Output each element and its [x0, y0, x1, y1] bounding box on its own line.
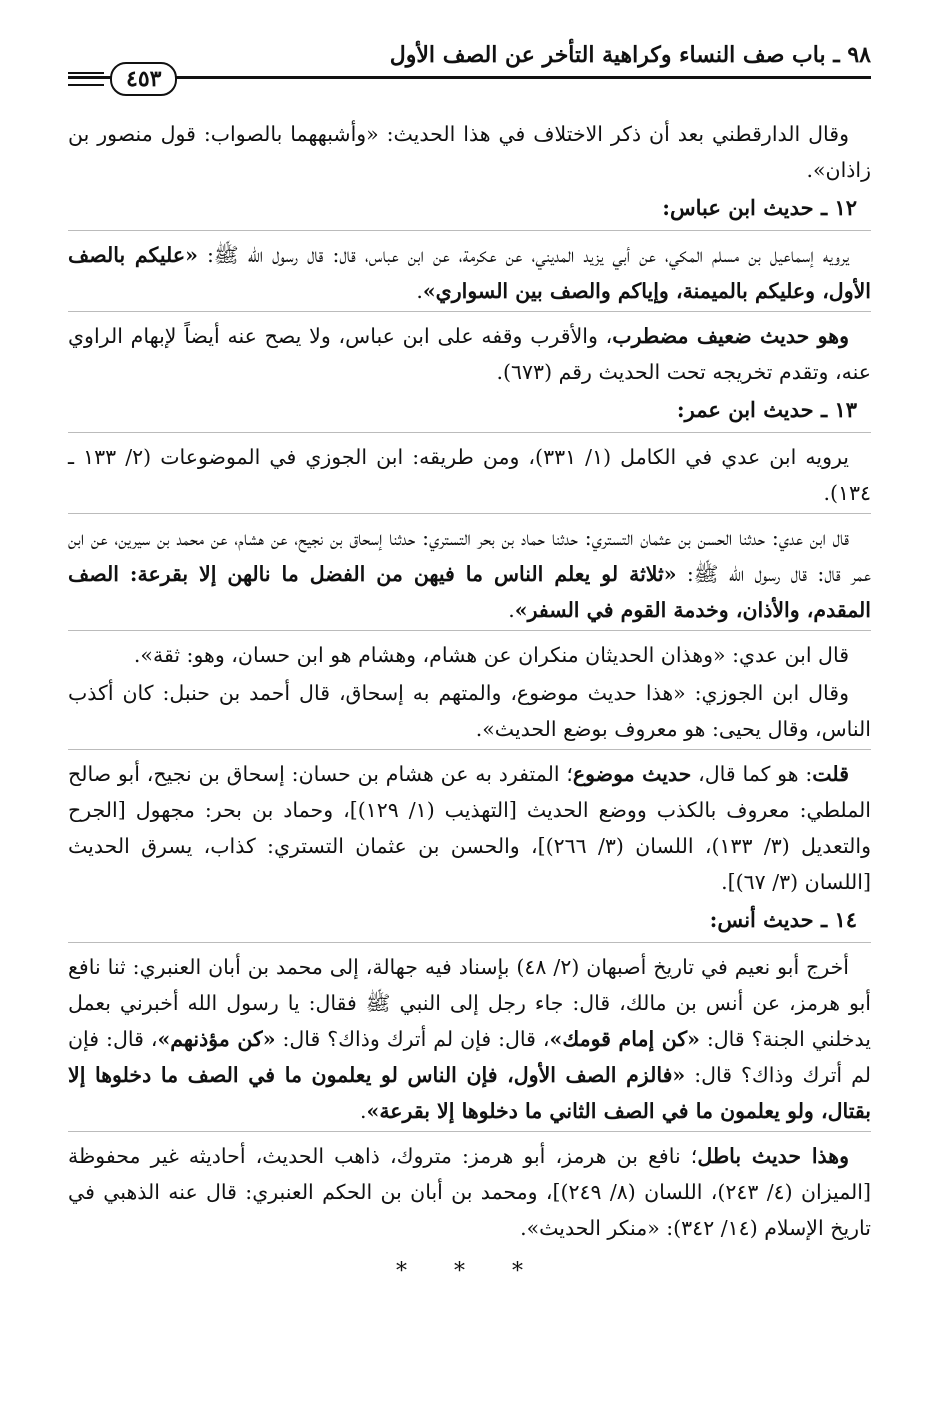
- paragraph-ibn-umar-source: يرويه ابن عدي في الكامل (١/ ٣٣١)، ومن طريقه: ابن الجوزي في الموضوعات (٢/ ١٣٣ ـ ١٣٤).: [68, 445, 871, 505]
- divider: [68, 1131, 871, 1132]
- book-page: [68, 38, 871, 1365]
- paragraph-author-note: قلت: هو كما قال، حديث موضوع؛ المتفرد به عن هشام بن حسان: إسحاق بن نجيح، أبو صالح الملطي: معروف بالكذب ووضع الحديث [التهذيب (١/ ١٢٩)]، وحماد بن بحر: مجهول [الجرح والتعديل (٣/ ١٣٣)، اللسان (٣/ ٢٦٦)]، والحسن بن عثمان التستري: كذاب، يسرق الحديث [اللسان (٣/ ٦٧)].: [68, 762, 871, 894]
- hadith-text: «عليكم بالصف الأول، وعليكم بالميمنة، وإياكم والصف بين السواري»: [68, 243, 871, 303]
- badge-ornament-lines: [68, 72, 104, 86]
- hadith-text: «ثلاثة لو يعلم الناس ما فيهن من الفضل ما نالهن إلا بقرعة: الصف المقدم، والأذان، وخدمة القوم في السفر»: [68, 562, 871, 622]
- divider: [68, 513, 871, 514]
- section-end-stars: * * *: [396, 1259, 543, 1284]
- heading-ibn-abbas: ١٢ ـ حديث ابن عباس:: [662, 195, 857, 220]
- chapter-title: ٩٨ ـ باب صف النساء وكراهية التأخر عن الصف الأول: [389, 42, 871, 68]
- paragraph-daraqutni: وقال الدارقطني بعد أن ذكر الاختلاف في هذا الحديث: «وأشبههما بالصواب: قول منصور بن زاذان».: [68, 122, 871, 182]
- paragraph-anas-ruling: وهذا حديث باطل؛ نافع بن هرمز، أبو هرمز: متروك، ذاهب الحديث، أحاديثه غير محفوظة [الميزان (٤/ ٢٤٣)، اللسان (٨/ ٢٤٩)]، ومحمد بن أبان بن الحكم العنبري: قال عنه الذهبي في تاريخ الإسلام (١٤/ ٣٤٢): «منكر الحديث».: [68, 1144, 871, 1240]
- page-number-badge: [68, 62, 177, 96]
- heading-anas: ١٤ ـ حديث أنس:: [709, 907, 857, 932]
- paragraph-ibn-umar-chain: قال ابن عدي: حدثنا الحسن بن عثمان التستري: حدثنا حماد بن بحر التستري: حدثنا إسحاق بن نجيح، عن هشام، عن محمد بن سيرين، عن ابن عمر قال: قال رسول الله ﷺ: «ثلاثة لو يعلم الناس ما فيهن من الفضل ما نالهن إلا بقرعة: الصف المقدم، والأذان، وخدمة القوم في السفر».: [68, 526, 871, 622]
- page-number: ٤٥٣: [110, 62, 177, 96]
- ruling-text: حديث موضوع: [572, 762, 692, 786]
- divider: [68, 432, 871, 433]
- hadith-text: «فالزم الصف الأول، فإن الناس لو يعلمون ما في الصف ما دخلوها إلا بقتال، ولو يعلمون ما في الصف الثاني ما دخلوها إلا بقرعة»: [68, 1063, 871, 1123]
- ruling-text: وهذا حديث باطل: [697, 1144, 849, 1168]
- divider: [68, 311, 871, 312]
- ruling-text: وهو حديث ضعيف مضطرب: [612, 324, 849, 348]
- paragraph-anas-chain: أخرج أبو نعيم في تاريخ أصبهان (٢/ ٤٨) بإسناد فيه جهالة، إلى محمد بن أبان العنبري: ثنا نافع أبو هرمز، عن أنس بن مالك، قال: جاء رجل إلى النبي ﷺ فقال: يا رسول الله أخبرني بعمل يدخلني الجنة؟ قال: «كن إمام قومك»، قال: فإن لم أترك وذاك؟ قال: «كن مؤذنهم»، قال: فإن لم أترك وذاك؟ قال: «فالزم الصف الأول، فإن الناس لو يعلمون ما في الصف ما دخلوها إلا بقتال، ولو يعلمون ما في الصف الثاني ما دخلوها إلا بقرعة».: [68, 955, 872, 1123]
- divider: [68, 230, 871, 231]
- paragraph-ibn-abbas-chain: يرويه إسماعيل بن مسلم المكي، عن أبي يزيد المديني، عن عكرمة، عن ابن عباس، قال: قال رسول الله ﷺ: «عليكم بالصف الأول، وعليكم بالميمنة، وإياكم والصف بين السواري».: [68, 243, 871, 303]
- page-body: [68, 116, 871, 1290]
- divider: [68, 630, 871, 631]
- paragraph-ibn-adi: قال ابن عدي: «وهذان الحديثان منكران عن هشام، وهشام هو ابن حسان، وهو: ثقة».: [133, 643, 849, 667]
- page-header: [68, 38, 871, 94]
- divider: [68, 749, 871, 750]
- paragraph-ibn-jawzi: وقال ابن الجوزي: «هذا حديث موضوع، والمتهم به إسحاق، قال أحمد بن حنبل: كان أكذب الناس، وقال يحيى: هو معروف بوضع الحديث».: [68, 681, 871, 741]
- paragraph-ibn-abbas-ruling: وهو حديث ضعيف مضطرب، والأقرب وقفه على ابن عباس، ولا يصح عنه أيضاً لإبهام الراوي عنه، وتقدم تخريجه تحت الحديث رقم (٦٧٣).: [68, 324, 871, 384]
- divider: [68, 942, 871, 943]
- heading-ibn-umar: ١٣ ـ حديث ابن عمر:: [676, 397, 857, 422]
- header-rule: [68, 76, 871, 79]
